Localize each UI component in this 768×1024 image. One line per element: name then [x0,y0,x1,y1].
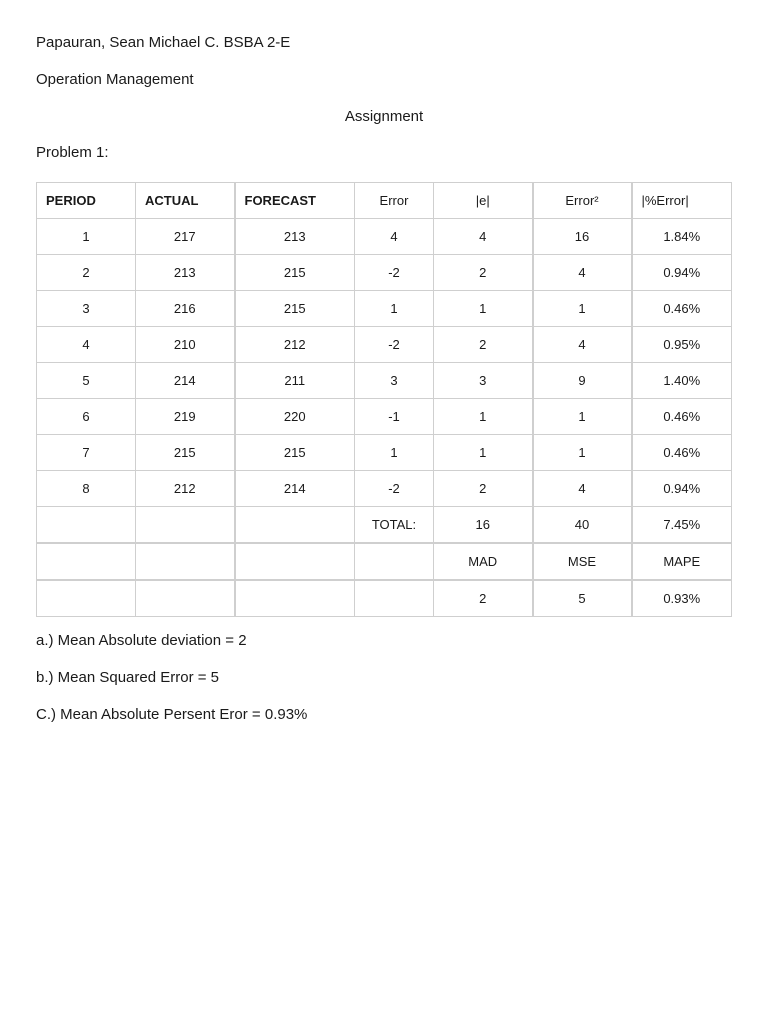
forecast-cell: 220 [235,399,355,435]
actual-cell [136,543,235,580]
error-cell: -2 [355,471,434,507]
forecast-cell: 215 [235,435,355,471]
abs-error-cell: 16 [434,507,533,544]
forecast-cell [235,580,355,617]
forecast-cell: 213 [235,219,355,255]
actual-cell: 214 [136,363,235,399]
error-squared-cell: 1 [533,435,632,471]
table-row [37,327,732,363]
error-cell: TOTAL: [355,507,434,544]
error-cell: 1 [355,435,434,471]
abs-error-cell: MAD [434,543,533,580]
abs-error-cell: 1 [434,399,533,435]
period-cell: 5 [37,363,136,399]
forecast-cell [235,507,355,544]
error-squared-cell: 4 [533,327,632,363]
error-cell: -2 [355,327,434,363]
error-cell [355,580,434,617]
pct-error-cell: 0.95% [632,327,732,363]
student-name-line: Papauran, Sean Michael C. BSBA 2-E [36,34,291,51]
error-cell [355,543,434,580]
abs-error-cell: 1 [434,291,533,327]
table-row [37,291,732,327]
abs-error-cell: 2 [434,471,533,507]
pct-error-cell: 0.94% [632,471,732,507]
abs-error-cell: 2 [434,580,533,617]
table-row [37,399,732,435]
abs-error-cell: 4 [434,219,533,255]
period-cell: 7 [37,435,136,471]
pct-error-cell: 7.45% [632,507,732,544]
pct-error-cell: 0.93% [632,580,732,617]
table-row [37,435,732,471]
period-cell [37,507,136,544]
actual-cell: 215 [136,435,235,471]
forecast-cell: 211 [235,363,355,399]
forecast-cell: 214 [235,471,355,507]
actual-cell: 212 [136,471,235,507]
error-cell: -1 [355,399,434,435]
answer-b: b.) Mean Squared Error = 5 [36,669,220,686]
header-forecast: FORECAST [235,183,355,219]
error-cell: 1 [355,291,434,327]
error-cell: 4 [355,219,434,255]
period-cell [37,543,136,580]
header-period: PERIOD [37,183,136,219]
pct-error-cell: MAPE [632,543,732,580]
error-squared-cell: 40 [533,507,632,544]
forecast-error-table [36,182,732,617]
error-squared-cell: 4 [533,255,632,291]
actual-cell: 210 [136,327,235,363]
pct-error-cell: 1.84% [632,219,732,255]
pct-error-cell: 0.46% [632,291,732,327]
period-cell [37,580,136,617]
actual-cell [136,580,235,617]
actual-cell: 213 [136,255,235,291]
forecast-cell: 212 [235,327,355,363]
pct-error-cell: 0.94% [632,255,732,291]
table-row [37,219,732,255]
header-pct-error: |%Error| [632,183,732,219]
period-cell: 6 [37,399,136,435]
actual-cell: 219 [136,399,235,435]
period-cell: 2 [37,255,136,291]
pct-error-cell: 0.46% [632,399,732,435]
error-squared-cell: 1 [533,291,632,327]
metric-value-row [37,580,732,617]
error-squared-cell: 16 [533,219,632,255]
abs-error-cell: 2 [434,255,533,291]
forecast-cell: 215 [235,291,355,327]
assignment-title: Assignment [344,108,424,125]
abs-error-cell: 1 [434,435,533,471]
error-cell: 3 [355,363,434,399]
answer-c: C.) Mean Absolute Persent Eror = 0.93% [36,706,308,723]
actual-cell: 217 [136,219,235,255]
total-row [37,507,732,544]
header-abs-error: |e| [434,183,533,219]
subject-line: Operation Management [36,71,194,88]
table-row [37,255,732,291]
header-error: Error [355,183,434,219]
header-error-squared: Error² [533,183,632,219]
error-squared-cell: 9 [533,363,632,399]
problem-label: Problem 1: [36,144,109,161]
error-squared-cell: 1 [533,399,632,435]
metric-label-row [37,543,732,580]
header-actual: ACTUAL [136,183,235,219]
error-cell: -2 [355,255,434,291]
abs-error-cell: 2 [434,327,533,363]
pct-error-cell: 0.46% [632,435,732,471]
period-cell: 8 [37,471,136,507]
table-row [37,363,732,399]
table-row [37,471,732,507]
answer-a: a.) Mean Absolute deviation = 2 [36,632,247,649]
period-cell: 4 [37,327,136,363]
abs-error-cell: 3 [434,363,533,399]
table-body [37,219,732,617]
actual-cell: 216 [136,291,235,327]
error-squared-cell: 4 [533,471,632,507]
pct-error-cell: 1.40% [632,363,732,399]
actual-cell [136,507,235,544]
error-squared-cell: 5 [533,580,632,617]
error-squared-cell: MSE [533,543,632,580]
table-header-row [37,183,732,219]
period-cell: 1 [37,219,136,255]
forecast-cell: 215 [235,255,355,291]
forecast-cell [235,543,355,580]
period-cell: 3 [37,291,136,327]
